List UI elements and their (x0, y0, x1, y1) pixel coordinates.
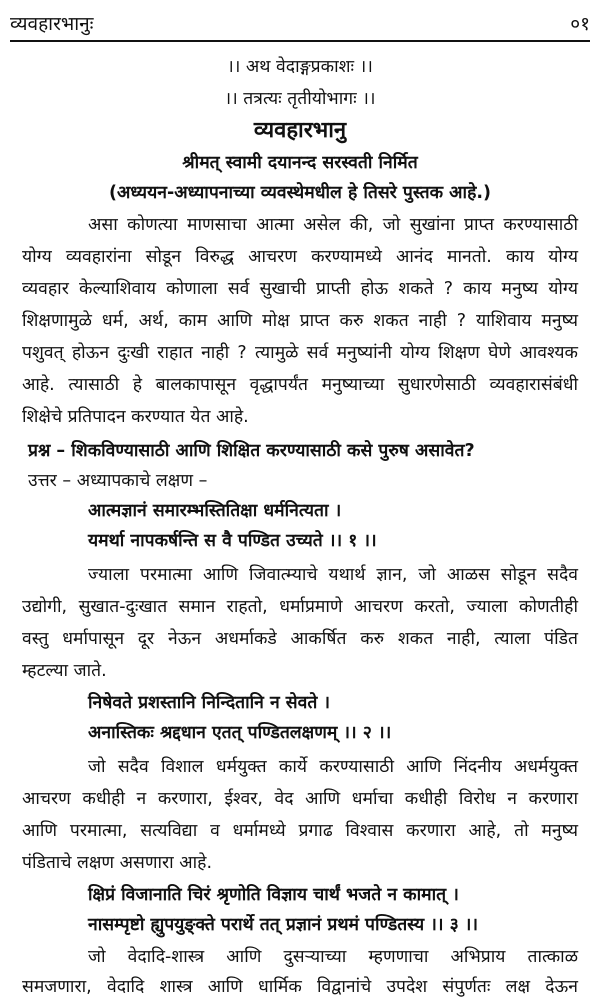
paragraph-line: योग्य व्यवहारांना सोडून विरुद्ध आचरण करण्यामध्ये आनंद मानतो. काय योग्य (22, 247, 578, 267)
page-number: ०१ (570, 13, 590, 35)
heading-atha-vedanga: ।। अथ वेदाङ्गप्रकाशः ।। (227, 57, 373, 77)
heading-tritiyo-bhaga: ।। तत्रत्यः तृतीयोभागः ।। (224, 89, 376, 109)
paragraph-line: व्यवहार केल्याशिवाय कोणाला सर्व सुखाची प्राप्ती होऊ शकते ? काय मनुष्य योग्य (22, 279, 578, 299)
page-title: व्यवहारभानु (253, 118, 347, 143)
paragraph-line: ज्याला परमात्मा आणि जिवात्म्याचे यथार्थ ज्ञान, जो आळस सोडून सदैव (88, 565, 578, 585)
question-line: प्रश्न – शिकविण्यासाठी आणि शिक्षित करण्यासाठी कसे पुरुष असावेत? (28, 441, 475, 461)
paragraph-line: पंडिताचे लक्षण असणारा आहे. (22, 853, 213, 873)
subtitle-note: (अध्ययन-अध्यापनाच्या व्यवस्थेमधील हे तिसरे पुस्तक आहे.) (108, 183, 492, 203)
paragraph-line: आचरण कधीही न करणारा, ईश्वर, वेद आणि धर्माचा कधीही विरोध न करणारा (22, 789, 578, 809)
verse-line: निषेवते प्रशस्तानि निन्दितानि न सेवते । (88, 693, 331, 713)
paragraph-line: जो वेदादि-शास्त्र आणि दुसऱ्याच्या म्हणणाचा अभिप्राय तात्काळ (88, 947, 578, 967)
verse-line: अनास्तिकः श्रद्दधान एतत् पण्डितलक्षणम् ।। २ ।। (88, 723, 392, 743)
paragraph-line: असा कोणत्या माणसाचा आत्मा असेल की, जो सुखांना प्राप्त करण्यासाठी (88, 215, 578, 235)
paragraph-line: वस्तु धर्मापासून दूर नेऊन अधर्माकडे आकर्षित करु शकत नाही, त्याला पंडित (22, 629, 578, 649)
author-line: श्रीमत् स्वामी दयानन्द सरस्वती निर्मित (182, 153, 418, 173)
paragraph-line: आहे. त्यासाठी हे बालकापासून वृद्धापर्यंत मनुष्याच्या सुधारणेसाठी व्यवहारासंबंधी (22, 375, 578, 395)
paragraph-line: पशुवत् होऊन दुःखी राहात नाही ? त्यामुळे सर्व मनुष्यांनी योग्य शिक्षण घेणे आवश्यक (22, 343, 578, 363)
paragraph-line: उद्योगी, सुखात-दुःखात समान राहतो, धर्माप्रमाणे आचरण करतो, ज्याला कोणतीही (22, 597, 578, 617)
verse-line: नासम्पृष्टो ह्युपयुङ्क्ते परार्थे तत् प्रज्ञानं प्रथमं पण्डितस्य ।। ३ ।। (88, 915, 479, 935)
verse-line: यमर्था नापकर्षन्ति स वै पण्डित उच्यते ।। १ ।। (88, 531, 377, 551)
verse-line: आत्मज्ञानं समारम्भस्तितिक्षा धर्मनित्यता । (88, 501, 342, 521)
paragraph-line: शिक्षेचे प्रतिपादन करण्यात येत आहे. (22, 407, 249, 427)
running-header (10, 6, 590, 42)
paragraph-line: म्हटल्या जाते. (22, 661, 107, 681)
paragraph-line: शिक्षणामुळे धर्म, अर्थ, काम आणि मोक्ष प्राप्त करु शकत नाही ? याशिवाय मनुष्य (22, 311, 578, 331)
paragraph-line: आणि परमात्मा, सत्यविद्या व धर्मामध्ये प्रगाढ विश्वास करणारा आहे, तो मनुष्य (22, 821, 578, 841)
answer-line: उत्तर – अध्यापकाचे लक्षण – (28, 471, 208, 491)
paragraph-line: जो सदैव विशाल धर्मयुक्त कार्ये करण्यासाठी आणि निंदनीय अधर्मयुक्त (88, 757, 578, 777)
verse-line: क्षिप्रं विजानाति चिरं श्रृणोति विज्ञाय चार्थं भजते न कामात् । (88, 885, 459, 905)
paragraph-line: समजणारा, वेदादि शास्त्र आणि धार्मिक विद्वानांचे उपदेश संपुर्णतः लक्ष देऊन (22, 977, 578, 997)
running-title: व्यवहारभानुः (10, 13, 94, 35)
